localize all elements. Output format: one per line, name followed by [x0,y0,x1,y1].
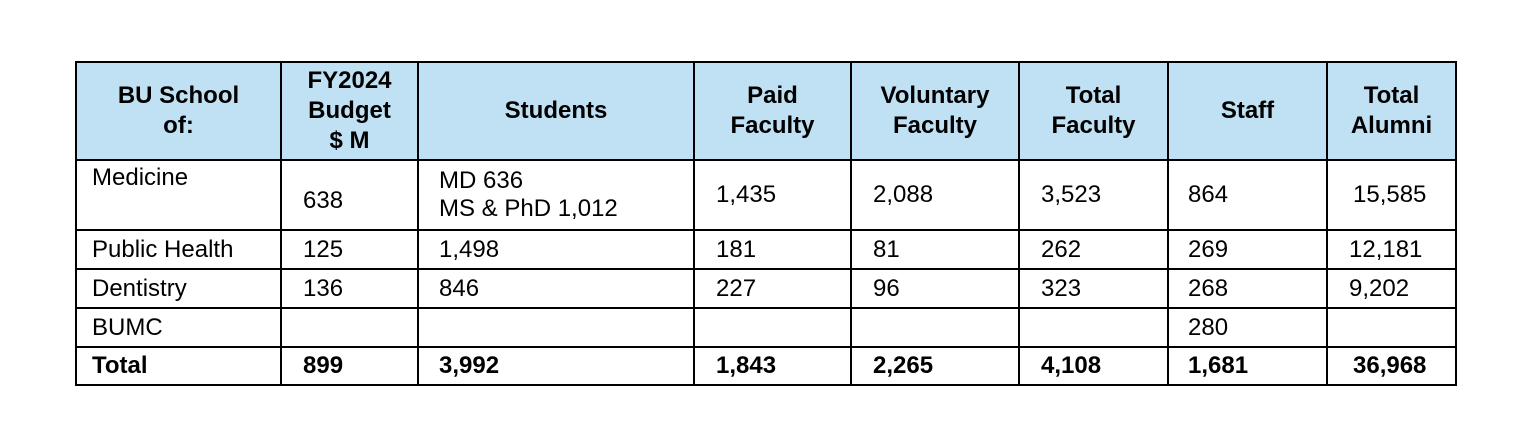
cell-total-faculty: 4,108 [1019,347,1168,385]
table-row-bumc [76,308,1456,347]
cell-voluntary-faculty-value: 2,088 [873,181,934,208]
table-row-medicine [76,160,1456,230]
bu-schools-table [75,61,1457,386]
cell-voluntary-faculty: 2,265 [851,347,1019,385]
students-md: MD 636 [439,167,524,194]
cell-staff-value: 864 [1188,181,1229,208]
header-school: BU School of: [76,62,281,160]
cell-total-alumni-value: 15,585 [1353,181,1427,208]
cell-budget: 899 [281,347,418,385]
cell-school: Medicine [76,160,281,230]
cell-budget: 136 [281,269,418,308]
cell-paid-faculty: 181 [694,230,851,269]
cell-school: Public Health [76,230,281,269]
header-total-alumni: Total Alumni [1327,62,1456,160]
cell-school: Dentistry [76,269,281,308]
cell-voluntary-faculty [851,160,1019,230]
cell-total-faculty-value: 3,523 [1041,181,1102,208]
cell-students: 846 [418,269,694,308]
cell-students: 1,498 [418,230,694,269]
cell-voluntary-faculty: 96 [851,269,1019,308]
cell-paid-faculty [694,308,851,347]
table-row-total [76,347,1456,385]
cell-voluntary-faculty: 81 [851,230,1019,269]
cell-staff: 269 [1168,230,1327,269]
header-paid-faculty: Paid Faculty [694,62,851,160]
students-ms-phd: MS & PhD 1,012 [439,195,618,222]
cell-paid-faculty [694,160,851,230]
cell-staff: 268 [1168,269,1327,308]
header-staff: Staff [1168,62,1327,160]
cell-students: 3,992 [418,347,694,385]
cell-paid-faculty-value: 1,435 [716,181,777,208]
cell-budget: 125 [281,230,418,269]
cell-total-alumni [1327,160,1456,230]
cell-students [418,308,694,347]
table-row-dentistry [76,269,1456,308]
cell-staff [1168,160,1327,230]
table-row-public-health [76,230,1456,269]
cell-school: BUMC [76,308,281,347]
header-total-faculty: Total Faculty [1019,62,1168,160]
cell-voluntary-faculty [851,308,1019,347]
cell-total-faculty [1019,308,1168,347]
cell-budget-value: 638 [303,187,344,214]
cell-total-label: Total [76,347,281,385]
cell-paid-faculty: 1,843 [694,347,851,385]
header-students: Students [418,62,694,160]
cell-total-alumni [1327,308,1456,347]
cell-total-alumni: 9,202 [1327,269,1456,308]
cell-paid-faculty: 227 [694,269,851,308]
header-voluntary-faculty: Voluntary Faculty [851,62,1019,160]
cell-students [418,160,694,230]
cell-staff: 280 [1168,308,1327,347]
cell-budget [281,308,418,347]
cell-budget [281,160,418,230]
cell-total-alumni: 36,968 [1327,347,1456,385]
header-budget: FY2024 Budget $ M [281,62,418,160]
cell-total-faculty [1019,160,1168,230]
cell-staff: 1,681 [1168,347,1327,385]
cell-total-alumni: 12,181 [1327,230,1456,269]
header-row [76,62,1456,160]
cell-total-faculty: 262 [1019,230,1168,269]
cell-total-faculty: 323 [1019,269,1168,308]
